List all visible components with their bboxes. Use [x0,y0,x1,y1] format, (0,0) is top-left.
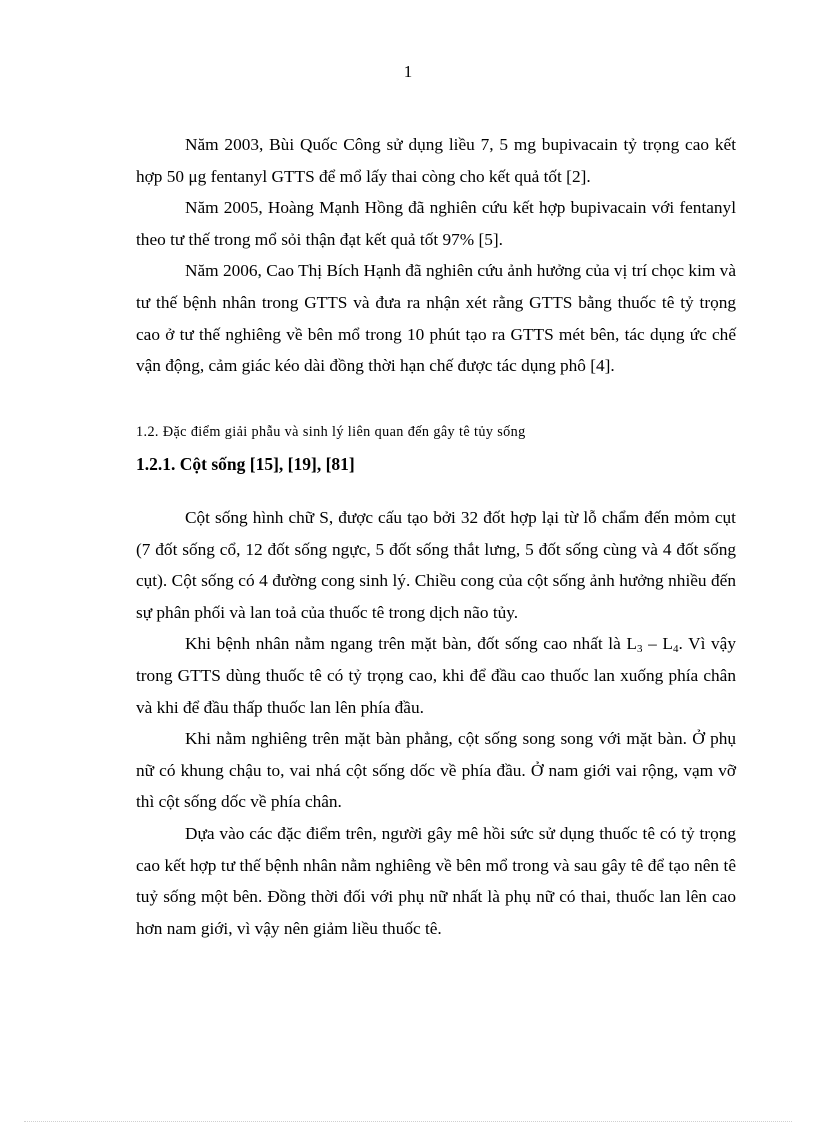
paragraph-spine-shape: Cột sống hình chữ S, được cấu tạo bởi 32 đốt hợp lại từ lỗ chẩm đến mỏm cụt (7 đốt sống cổ, 12 đốt sống ngực, 5 đốt sống thắt lưng, 5 đốt sống cùng và 4 đốt sống cụt). Cột sống có 4 đường cong sinh lý. Chiều cong của cột sống ảnh hưởng nhiều đến sự phân phối và lan toả của thuốc tê trong dịch não tủy. [136,508,736,622]
page-bottom-divider [24,1121,792,1122]
paragraph-supine-text-2: – L [642,634,673,654]
main-text-block [136,502,736,944]
paragraph-supine-text-3: . Vì vậy trong GTTS dùng thuốc tê có tỷ trọng cao, khi để đầu cao thuốc lan xuống phía chân và khi để đầu thấp thuốc lan lên phía đầu. [136,634,736,717]
page-number: 1 [403,62,413,81]
paragraph-2005: Năm 2005, Hoàng Mạnh Hồng đã nghiên cứu kết hợp bupivacain với fentanyl theo tư thế trong mổ sỏi thận đạt kết quả tốt 97% [5]. [136,198,736,249]
paragraph-2003: Năm 2003, Bùi Quốc Công sử dụng liều 7, 5 mg bupivacain tỷ trọng cao kết hợp 50 μg fentanyl GTTS để mổ lấy thai còng cho kết quả tốt [2]. [136,135,736,186]
paragraph-supine-position [136,628,736,723]
subscript-3: 3 [636,643,643,656]
section-heading: 1.2. Đặc điểm giải phẫu và sinh lý liên quan đến gây tê tủy sống [136,424,526,440]
paragraph-conclusion: Dựa vào các đặc điểm trên, người gây mê hồi sức sử dụng thuốc tê có tỷ trọng cao kết hợp tư thế bệnh nhân nằm nghiêng về bên mổ trong và sau gây tê để tạo nên tê tuỷ sống một bên. Đồng thời đối với phụ nữ nhất là phụ nữ có thai, thuốc lan lên cao hơn nam giới, vì vậy nên giảm liều thuốc tê. [136,823,736,938]
paragraph-2006: Năm 2006, Cao Thị Bích Hạnh đã nghiên cứu ảnh hưởng của vị trí chọc kim và tư thế bệnh nhân trong GTTS và đưa ra nhận xét rằng GTTS bằng thuốc tê tỷ trọng cao ở tư thế nghiêng về bên mổ trong 10 phút tạo ra GTTS mét bên, tác dụng ức chế vận động, cảm giác kéo dài đồng thời hạn chế được tác dụng phô [4]. [136,261,736,376]
subscript-4: 4 [672,643,679,656]
intro-text-block [136,129,736,382]
paragraph-lateral-position: Khi nằm nghiêng trên mặt bàn phẳng, cột sống song song với mặt bàn. Ở phụ nữ có khung chậu to, vai nhá cột sống dốc về phía đầu. Ở nam giới vai rộng, vạm vỡ thì cột sống dốc về phía chân. [136,729,736,812]
paragraph-supine-text-1: Khi bệnh nhân nằm ngang trên mặt bàn, đốt sống cao nhất là L [185,634,637,654]
subsection-heading: 1.2.1. Cột sống [15], [19], [81] [136,454,355,474]
